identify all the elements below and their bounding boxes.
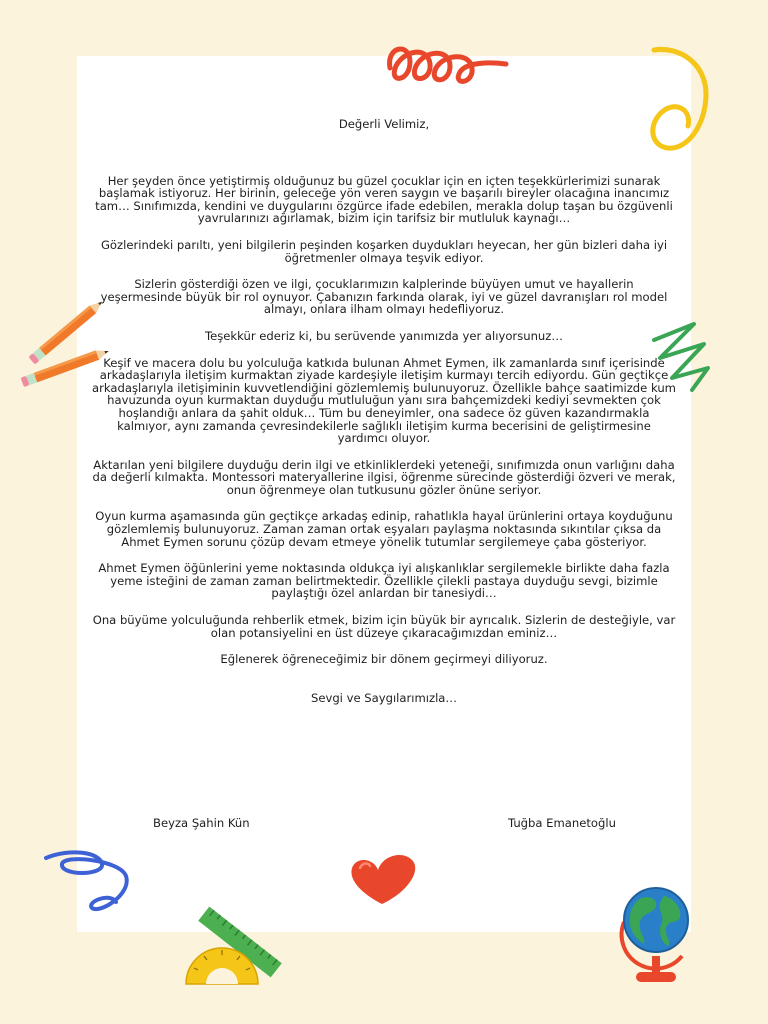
signature-left: Beyza Şahin Kün	[153, 816, 250, 830]
paragraph-1: Her şeyden önce yetiştirmiş olduğunuz bu güzel çocuklar için en içten teşekkürlerimizi sunarak başlamak istiyoruz. Her birinin, geleceğe yön veren saygın ve başarılı bireyler olacağına inancımız tam… Sınıfımızda, kendini ve duygularını özgürce ifade edebilen, merakla dolup taşan bu özgüvenli yavrularınızı ağırlamak, bizim için tarifsiz bir mutluluk kaynağı…	[95, 173, 673, 226]
paragraph-4: Teşekkür ederiz ki, bu serüvende yanımızda yer alıyorsunuz…	[205, 328, 563, 343]
paragraph-7: Oyun kurma aşamasında gün geçtikçe arkadaş edinip, rahatlıkla hayal ürünlerini ortaya koyduğunu gözlemlemiş bulunuyoruz. Zaman zaman ortak eşyaları paylaşma noktasında sıkıntılar çıksa da Ahmet Eymen sorunu çözüp devam etmeye yönelik tutumlar sergilemeye çaba gösteriyor.	[95, 509, 673, 549]
paragraph-10: Eğlenerek öğreneceğimiz bir dönem geçirmeyi diliyoruz.	[220, 652, 548, 667]
heart-icon	[346, 852, 422, 908]
globe-icon	[616, 876, 698, 992]
letter-body	[92, 118, 676, 718]
blue-scribble-icon	[40, 842, 140, 922]
red-squiggle-icon	[380, 38, 520, 100]
yellow-swirl-icon	[640, 40, 720, 160]
pencils-icon	[18, 290, 128, 390]
paragraph-3: Sizlerin gösterdiği özen ve ilgi, çocuklarımızın kalplerinde büyüyen umut ve hayallerin yeşermesinde büyük bir rol oynuyor. Çabanızın farkında olarak, iyi ve güzel davranışları rol model almayı, onlara ilham olmayı hedefliyoruz.	[100, 277, 668, 317]
signature-right: Tuğba Emanetoğlu	[508, 816, 616, 830]
green-zigzag-icon	[648, 318, 720, 396]
paragraph-5: Keşif ve macera dolu bu yolculuğa katkıda bulunan Ahmet Eymen, ilk zamanlarda sınıf içerisinde arkadaşlarıyla iletişim kurmaktan ziyade kardeşiyle iletişim kurmayı tercih ediyordu. Gün geçtikçe arkadaşlarıyla iletişiminin kuvvetlendiğini gözlemlemiş bulunuyoruz. Özellikle bahçe saatimizde kum havuzunda oyun kurmaktan duyduğu mutluluğun yanı sıra bahçemizdeki kediyi sevmekten çok hoşlandığı anlara da şahit olduk… Tüm bu deneyimler, ona sadece öz güven kazandırmakla kalmıyor, aynı zamanda çevresindekilerle sağlıklı iletişim kurma becerisini de geliştirmesine yardımcı oluyor.	[92, 355, 676, 446]
protractor-icon	[182, 942, 262, 988]
closing: Sevgi ve Saygılarımızla…	[310, 690, 458, 705]
paragraph-8: Ahmet Eymen öğünlerini yeme noktasında oldukça iyi alışkanlıklar sergilemekle birlikte daha fazla yeme isteğini de zaman zaman belirtmektedir. Özellikle çilekli pastaya duyduğu sevgi, bizimle paylaştığı özel anlardan bir tanesiydi…	[98, 561, 670, 601]
paragraph-2: Gözlerindeki parıltı, yeni bilgilerin peşinden koşarken duydukları heyecan, her gün bizleri daha iyi öğretmenler olmaya teşvik ediyor.	[100, 237, 668, 265]
paragraph-9: Ona büyüme yolculuğunda rehberlik etmek, bizim için büyük bir ayrıcalık. Sizlerin de desteğiyle, var olan potansiyelini en üst düzeye çıkaracağımızdan eminiz…	[92, 613, 676, 640]
paragraph-6: Aktarılan yeni bilgilere duyduğu derin ilgi ve etkinliklerdeki yeteneği, sınıfımızda onun varlığını daha da değerli kılmakta. Montessori materyallerine ilgisi, öğrenme sürecinde gösterdiği özveri ve merak, onun öğrenmeye olan tutkusunu gözler önüne seriyor.	[92, 457, 676, 497]
greeting: Değerli Velimiz,	[338, 117, 430, 131]
